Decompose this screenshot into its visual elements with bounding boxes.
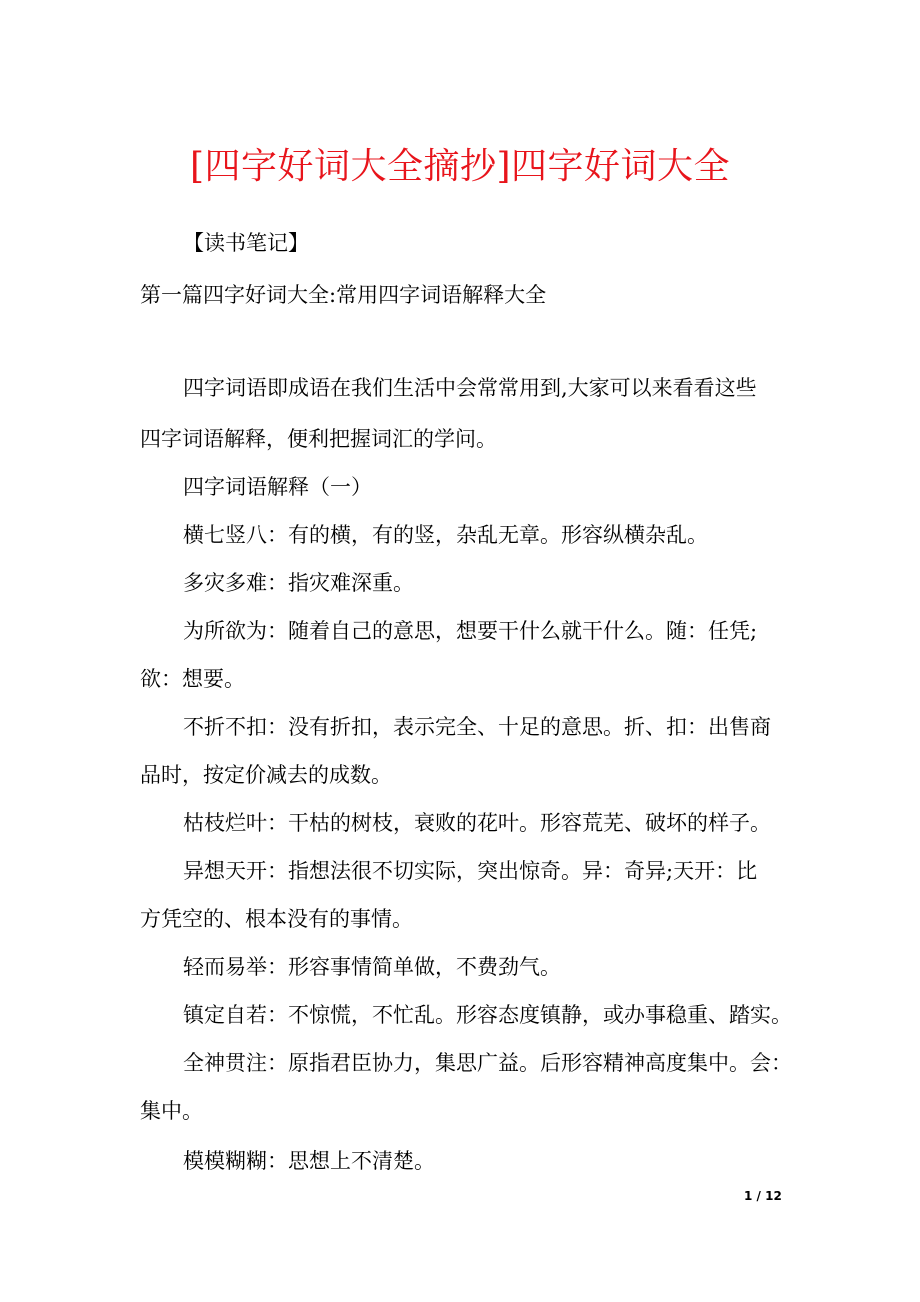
definition-line: 欲：想要。 bbox=[140, 667, 245, 691]
chapter-heading: 第一篇四字好词大全:常用四字词语解释大全 bbox=[140, 283, 547, 307]
definition-line: 模模糊糊：思想上不清楚。 bbox=[183, 1149, 435, 1173]
definition-line: 不折不扣：没有折扣，表示完全、十足的意思。折、扣：出售商 bbox=[183, 715, 771, 739]
definition-line: 为所欲为：随着自己的意思，想要干什么就干什么。随：任凭; bbox=[183, 619, 758, 643]
paragraph-line: 四字词语即成语在我们生活中会常常用到,大家可以来看看这些 bbox=[183, 376, 757, 400]
definition-line: 异想天开：指想法很不切实际，突出惊奇。异：奇异;天开：比 bbox=[183, 859, 758, 883]
subheading: 四字词语解释（一） bbox=[183, 475, 372, 499]
definition-line: 轻而易举：形容事情简单做，不费劲气。 bbox=[183, 955, 561, 979]
definition-line: 镇定自若：不惊慌，不忙乱。形容态度镇静，或办事稳重、踏实。 bbox=[183, 1003, 792, 1027]
definition-line: 横七竖八：有的横，有的竖，杂乱无章。形容纵横杂乱。 bbox=[183, 523, 708, 547]
section-label: 【读书笔记】 bbox=[183, 231, 309, 255]
definition-line: 全神贯注：原指君臣协力，集思广益。后形容精神高度集中。会： bbox=[183, 1051, 792, 1075]
definition-line: 枯枝烂叶：干枯的树枝，衰败的花叶。形容荒芜、破坏的样子。 bbox=[183, 811, 771, 835]
definition-line: 集中。 bbox=[140, 1099, 203, 1123]
definition-line: 多灾多难：指灾难深重。 bbox=[183, 571, 414, 595]
paragraph-line: 四字词语解释，便利把握词汇的学问。 bbox=[140, 427, 497, 451]
definition-line: 品时，按定价减去的成数。 bbox=[140, 763, 392, 787]
definition-line: 方凭空的、根本没有的事情。 bbox=[140, 907, 413, 931]
page-number: 1 / 12 bbox=[744, 1189, 782, 1203]
document-title: [四字好词大全摘抄]四字好词大全 bbox=[189, 146, 731, 187]
